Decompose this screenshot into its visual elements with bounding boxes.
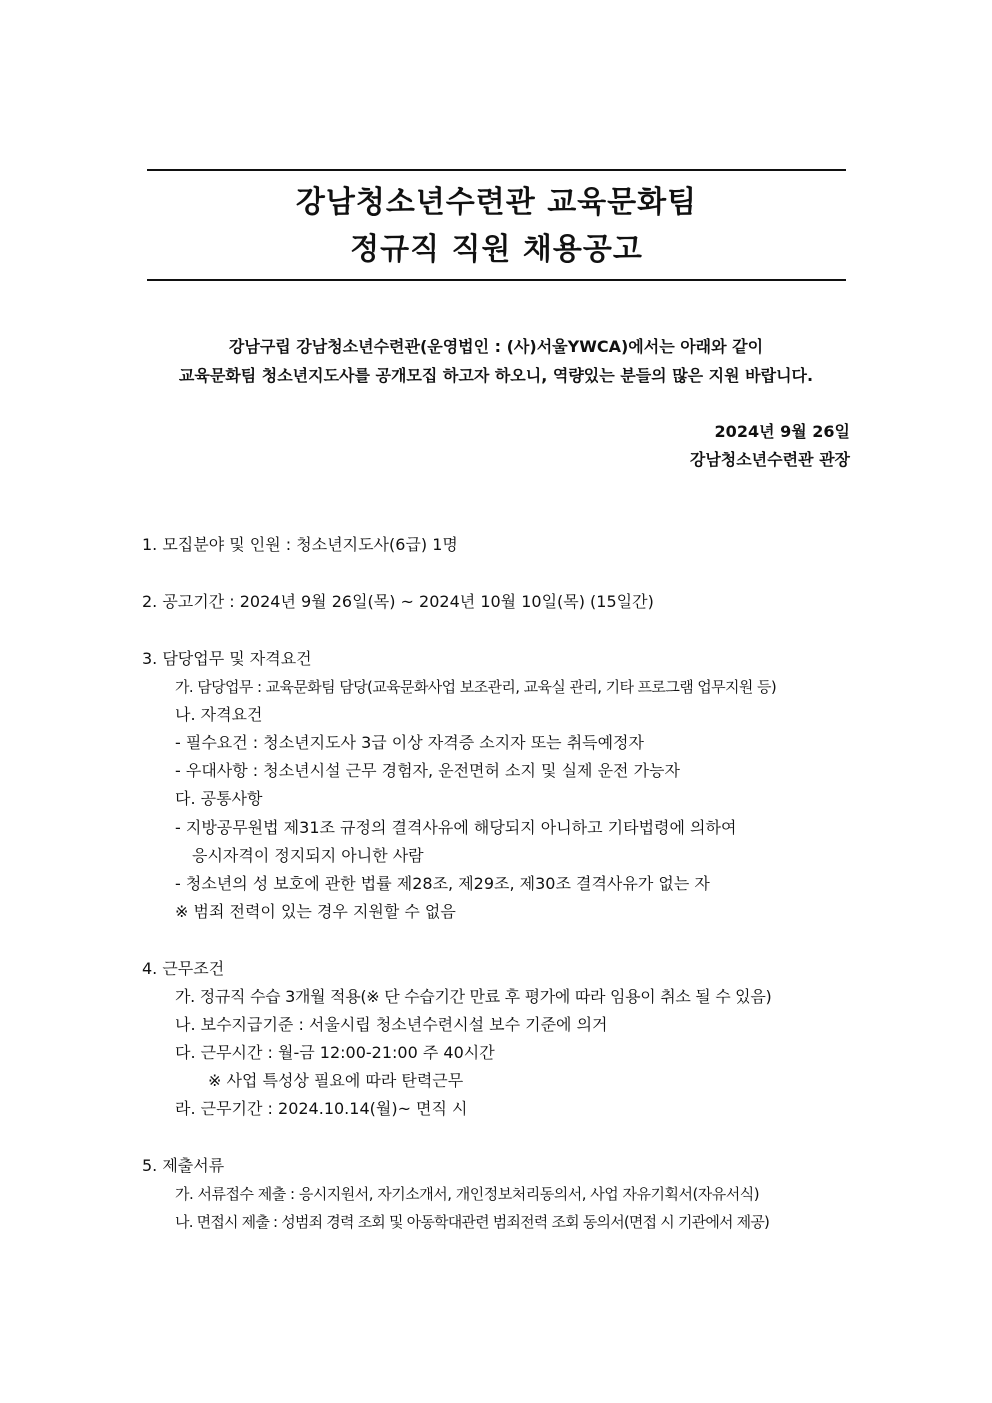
intro-line-1: 강남구립 강남청소년수련관(운영법인 : (사)서울YWCA)에서는 아래와 같이 (228, 337, 764, 356)
section-4-item-a: 가. 정규직 수습 3개월 적용(※ 단 수습기간 만료 후 평가에 따라 임용이 취소 될 수 있음) (175, 987, 772, 1006)
title-top-rule (147, 169, 846, 171)
section-3-note: ※ 범죄 전력이 있는 경우 지원할 수 없음 (175, 902, 456, 921)
title-bottom-rule (147, 279, 846, 281)
section-5-item-a: 가. 서류접수 제출 : 응시지원서, 자기소개서, 개인정보처리동의서, 사업 자유기획서(자유서식) (175, 1185, 760, 1203)
section-4-item-b: 나. 보수지급기준 : 서울시립 청소년수련시설 보수 기준에 의거 (175, 1015, 608, 1034)
section-3-common-item-2: - 청소년의 성 보호에 관한 법률 제28조, 제29조, 제30조 결격사유가 없는 자 (175, 874, 710, 893)
section-3-common-item-1: - 지방공무원법 제31조 규정의 결격사유에 해당되지 아니하고 기타법령에 의하여 (175, 818, 737, 837)
section-1-heading: 1. 모집분야 및 인원 : 청소년지도사(6급) 1명 (142, 535, 458, 554)
section-4-item-d: 라. 근무기간 : 2024.10.14(월)~ 면직 시 (175, 1099, 468, 1118)
section-5-item-b: 나. 면접시 제출 : 성범죄 경력 조회 및 아동학대관련 범죄전력 조회 동의서(면접 시 기관에서 제공) (175, 1213, 770, 1231)
section-5-heading: 5. 제출서류 (142, 1156, 225, 1175)
announcement-date: 2024년 9월 26일 (714, 422, 850, 441)
page-title-line-2: 정규직 직원 채용공고 (350, 232, 643, 267)
section-4-item-c-note: ※ 사업 특성상 필요에 따라 탄력근무 (208, 1071, 464, 1090)
section-3-common-item-1-continued: 응시자격이 정지되지 아니한 사람 (192, 846, 424, 865)
page-title-line-1: 강남청소년수련관 교육문화팀 (295, 185, 698, 220)
section-2-heading: 2. 공고기간 : 2024년 9월 26일(목) ~ 2024년 10월 10일(목) (15일간) (142, 592, 654, 611)
section-3-required-qualification: - 필수요건 : 청소년지도사 3급 이상 자격증 소지자 또는 취득예정자 (175, 733, 644, 752)
announcement-signatory: 강남청소년수련관 관장 (689, 450, 850, 469)
section-3-duties: 가. 담당업무 : 교육문화팀 담당(교육문화사업 보조관리, 교육실 관리, 기타 프로그램 업무지원 등) (175, 678, 777, 696)
intro-line-2: 교육문화팀 청소년지도사를 공개모집 하고자 하오니, 역량있는 분들의 많은 지원 바랍니다. (178, 366, 814, 385)
section-3-preferred-qualification: - 우대사항 : 청소년시설 근무 경험자, 운전면허 소지 및 실제 운전 가능자 (175, 761, 680, 780)
section-4-item-c: 다. 근무시간 : 월-금 12:00-21:00 주 40시간 (175, 1043, 495, 1062)
section-3-heading: 3. 담당업무 및 자격요건 (142, 649, 312, 668)
section-3-qualification-heading: 나. 자격요건 (175, 705, 263, 724)
section-3-common-heading: 다. 공통사항 (175, 789, 263, 808)
section-4-heading: 4. 근무조건 (142, 959, 225, 978)
